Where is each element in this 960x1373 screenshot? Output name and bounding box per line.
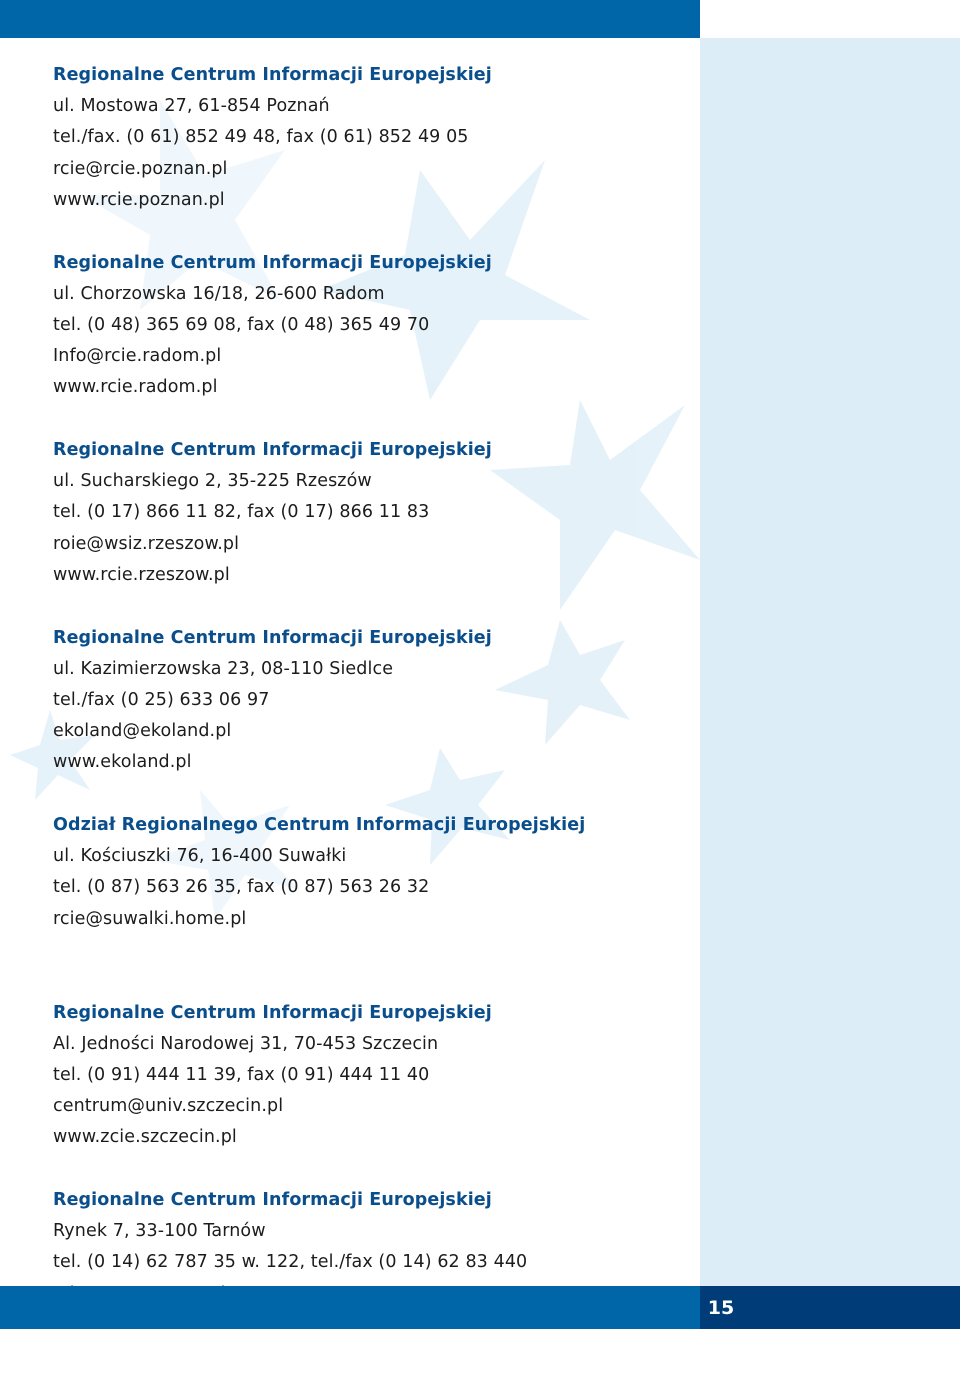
entry-title: Regionalne Centrum Informacji Europejskiej (53, 440, 492, 460)
entry-phone: tel. (0 14) 62 787 35 w. 122, tel./fax (0 14) 62 83 440 (53, 1252, 528, 1273)
page-number: 15 (707, 1296, 735, 1319)
contact-entry-siedlce (53, 623, 693, 811)
entry-phone: tel. (0 91) 444 11 39, fax (0 91) 444 11 40 (53, 1064, 430, 1085)
entry-email: roie@wsiz.rzeszow.pl (53, 533, 240, 554)
entry-title: Regionalne Centrum Informacji Europejskiej (53, 1190, 492, 1210)
entry-phone: tel./fax. (0 61) 852 49 48, fax (0 61) 852 49 05 (53, 127, 469, 148)
contact-entry-radom (53, 248, 693, 436)
contact-entry-rzeszow (53, 435, 693, 623)
contact-entry-suwalki (53, 810, 693, 998)
entry-email: rcie@suwalki.home.pl (53, 908, 247, 929)
contact-entry-poznan (53, 60, 693, 248)
entry-website: www.zcie.szczecin.pl (53, 1127, 237, 1148)
entry-title: Regionalne Centrum Informacji Europejskiej (53, 1002, 492, 1023)
entry-phone: tel. (0 48) 365 69 08, fax (0 48) 365 49 70 (53, 314, 430, 335)
top-right-corner (700, 0, 960, 38)
entry-phone: tel. (0 87) 563 26 35, fax (0 87) 563 26 32 (53, 877, 430, 898)
entry-email: Info@rcie.radom.pl (53, 346, 222, 367)
contact-entry-tarnow (53, 1185, 693, 1373)
entry-title: Regionalne Centrum Informacji Europejskiej (53, 65, 492, 85)
entry-email: centrum@univ.szczecin.pl (53, 1096, 284, 1117)
side-panel (700, 38, 960, 1286)
entry-address: ul. Kościuszki 76, 16-400 Suwałki (53, 846, 347, 867)
entry-address: ul. Sucharskiego 2, 35-225 Rzeszów (53, 471, 372, 492)
entry-title: Odział Regionalnego Centrum Informacji Europejskiej (53, 815, 586, 835)
entry-address: ul. Mostowa 27, 61-854 Poznań (53, 96, 330, 117)
entry-title: Regionalne Centrum Informacji Europejskiej (53, 252, 492, 273)
entry-address: Al. Jedności Narodowej 31, 70-453 Szczecin (53, 1033, 439, 1054)
contact-entry-szczecin (53, 998, 693, 1186)
entry-website: www.rcie.poznan.pl (53, 189, 225, 210)
entry-website: www.rcie.rzeszow.pl (53, 564, 230, 585)
entry-website: www.ekoland.pl (53, 752, 192, 773)
entry-email: ekoland@ekoland.pl (53, 721, 232, 742)
contact-list (53, 60, 693, 1373)
entry-address: ul. Kazimierzowska 23, 08-110 Siedlce (53, 658, 394, 679)
entry-email: rcie@rcie.poznan.pl (53, 158, 228, 179)
entry-address: ul. Chorzowska 16/18, 26-600 Radom (53, 283, 385, 304)
entry-address: Rynek 7, 33-100 Tarnów (53, 1221, 266, 1242)
entry-phone: tel./fax (0 25) 633 06 97 (53, 689, 270, 710)
entry-website: www.rcie.radom.pl (53, 377, 218, 398)
entry-title: Regionalne Centrum Informacji Europejskiej (53, 627, 492, 648)
bottom-bar (0, 1286, 700, 1329)
entry-phone: tel. (0 17) 866 11 82, fax (0 17) 866 11 83 (53, 502, 430, 523)
